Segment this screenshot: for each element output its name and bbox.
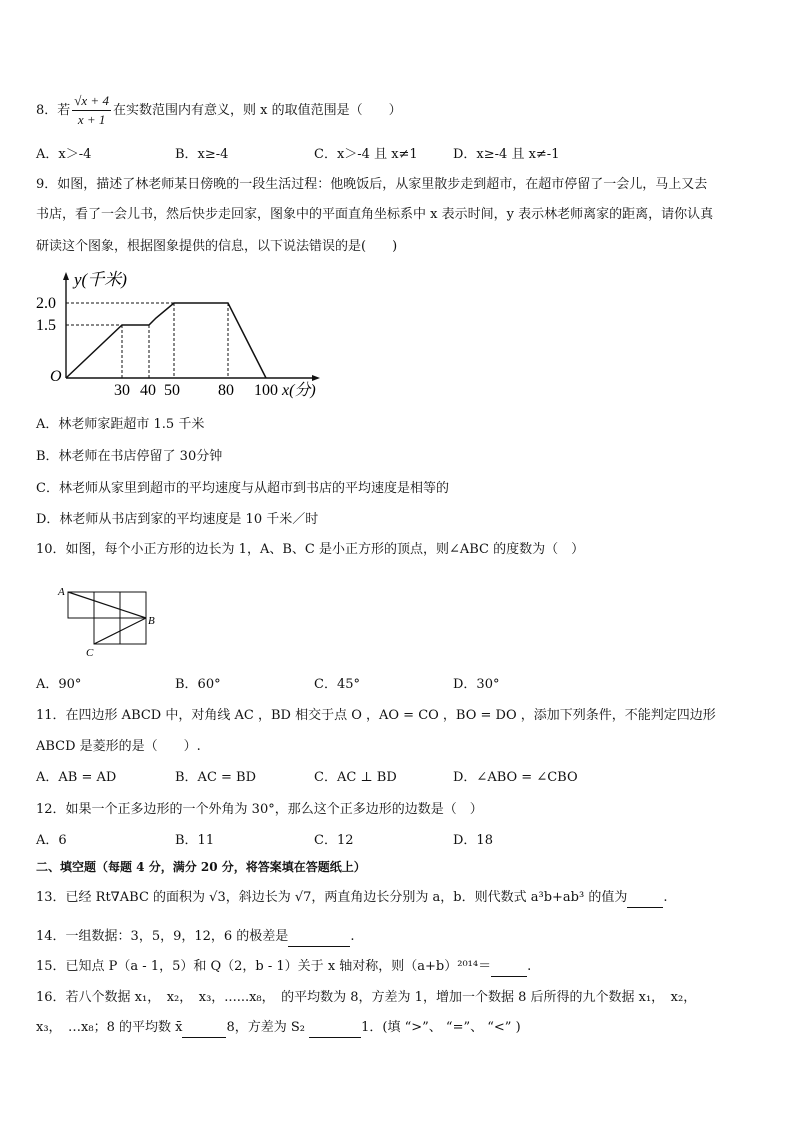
q10-label-a: A — [58, 586, 65, 598]
q9-graph — [36, 268, 336, 404]
q12-stem: 12．如果一个正多边形的一个外角为 30°，那么这个正多边形的边数是（ ） — [36, 802, 483, 817]
q13-stem — [36, 889, 667, 908]
q8-numerator: √x + 4 — [72, 92, 111, 111]
q16-mean-blank[interactable] — [182, 1019, 226, 1038]
q15-end: . — [527, 959, 532, 974]
q9-xlabel: x(分) — [282, 382, 316, 399]
q16-line2-c: 1．(填 “>”、 “=”、 “<” ) — [361, 1020, 521, 1035]
q9-line1: 9．如图，描述了林老师某日傍晚的一段生活过程：他晚饭后，从家里散步走到超市，在超市停留了一会儿，马上又去 — [36, 177, 708, 192]
q9-x-arrow — [312, 375, 320, 381]
q9-xtick-40: 40 — [140, 382, 156, 399]
q9-xtick-30: 30 — [114, 382, 130, 399]
q10-option-c[interactable]: C．45° — [314, 677, 360, 692]
q9-origin: O — [50, 368, 62, 385]
q9-distance-line — [66, 303, 266, 378]
q9-line3: 研读这个图象，根据图象提供的信息，以下说法错误的是( ) — [36, 239, 398, 254]
q9-xtick-80: 80 — [218, 382, 234, 399]
q15-text: 15．已知点 P（a - 1，5）和 Q（2，b - 1）关于 x 轴对称，则（a+b）²⁰¹⁴＝ — [36, 959, 492, 974]
q16-line2-a: x₃， …x₈；8 的平均数 x̄ — [36, 1020, 183, 1035]
q15-answer-blank[interactable] — [491, 958, 527, 977]
q16-variance-blank[interactable] — [309, 1019, 361, 1038]
q9-option-b[interactable]: B．林老师在书店停留了 30分钟 — [36, 449, 223, 464]
q11-option-c[interactable]: C．AC ⊥ BD — [314, 770, 397, 785]
q12-option-b[interactable]: B．11 — [175, 833, 215, 848]
q16-line1: 16．若八个数据 x₁， x₂， x₃，......x₈， 的平均数为 8，方差为 1，增加一个数据 8 后所得的九个数据 x₁， x₂， — [36, 990, 697, 1005]
q15-stem — [36, 958, 531, 977]
q10-stem: 10．如图，每个小正方形的边长为 1，A、B、C 是小正方形的顶点，则∠ABC 的度数为（ ） — [36, 542, 585, 557]
q10-option-a[interactable]: A．90° — [36, 677, 82, 692]
q10-grid-figure — [50, 582, 170, 662]
q16-line2-b: 8，方差为 S₂ — [226, 1020, 305, 1035]
q10-option-b[interactable]: B．60° — [175, 677, 221, 692]
q12-option-a[interactable]: A．6 — [36, 833, 67, 848]
q8-stem — [36, 92, 402, 129]
q10-segment-ab — [68, 592, 146, 618]
q11-option-d[interactable]: D．∠ABO = ∠CBO — [453, 770, 578, 785]
q14-end: . — [350, 929, 355, 944]
q9-ylabel: y(千米) — [74, 270, 127, 289]
q8-fraction — [72, 92, 111, 129]
q14-text: 14．一组数据：3，5，9，12，6 的极差是 — [36, 929, 289, 944]
q9-y-arrow — [63, 272, 69, 280]
q13-answer-blank[interactable] — [627, 889, 663, 908]
q9-option-d[interactable]: D．林老师从书店到家的平均速度是 10 千米／时 — [36, 512, 319, 527]
q9-ytick-15: 1.5 — [36, 317, 56, 334]
q9-line2: 书店，看了一会儿书，然后快步走回家，图象中的平面直角坐标系中 x 表示时间，y 表示林老师离家的距离，请你认真 — [36, 207, 714, 222]
q8-option-d[interactable]: D．x≥-4 且 x≠-1 — [453, 147, 560, 162]
q12-option-c[interactable]: C．12 — [314, 833, 354, 848]
q14-stem — [36, 928, 354, 947]
q14-answer-blank[interactable] — [288, 928, 350, 947]
q9-xtick-50: 50 — [164, 382, 180, 399]
q12-option-d[interactable]: D．18 — [453, 833, 493, 848]
q9-xtick-100: 100 — [254, 382, 278, 399]
q9-option-c[interactable]: C．林老师从家里到超市的平均速度与从超市到书店的平均速度是相等的 — [36, 481, 449, 496]
q8-option-b[interactable]: B．x≥-4 — [175, 147, 229, 162]
q8-post: 在实数范围内有意义，则 x 的取值范围是（ ） — [112, 103, 402, 118]
section-fill-in-heading: 二、填空题（每题 4 分，满分 20 分，将答案填在答题纸上） — [36, 860, 366, 874]
q11-line2: ABCD 是菱形的是（ ）. — [36, 739, 201, 754]
q16-line2 — [36, 1019, 521, 1038]
q8-option-a[interactable]: A．x＞-4 — [36, 147, 92, 162]
q11-option-b[interactable]: B．AC = BD — [175, 770, 257, 785]
q8-pre: 8．若 — [36, 103, 71, 118]
q8-denominator: x + 1 — [77, 112, 106, 127]
q9-option-a[interactable]: A．林老师家距超市 1.5 千米 — [36, 417, 205, 432]
q13-end: . — [663, 890, 668, 905]
q10-label-b: B — [148, 615, 155, 627]
q11-line1: 11．在四边形 ABCD 中，对角线 AC ，BD 相交于点 O ，AO = CO ，BO = DO ，添加下列条件，不能判定四边形 — [36, 708, 716, 723]
q11-option-a[interactable]: A．AB = AD — [36, 770, 117, 785]
q8-option-c[interactable]: C．x＞-4 且 x≠1 — [314, 147, 418, 162]
q10-option-d[interactable]: D．30° — [453, 677, 500, 692]
q13-text: 13．已经 Rt∇ABC 的面积为 √3，斜边长为 √7，两直角边长分别为 a，b．则代数式 a³b+ab³ 的值为 — [36, 890, 628, 905]
q9-ytick-2: 2.0 — [36, 295, 56, 312]
q10-label-c: C — [86, 647, 94, 659]
